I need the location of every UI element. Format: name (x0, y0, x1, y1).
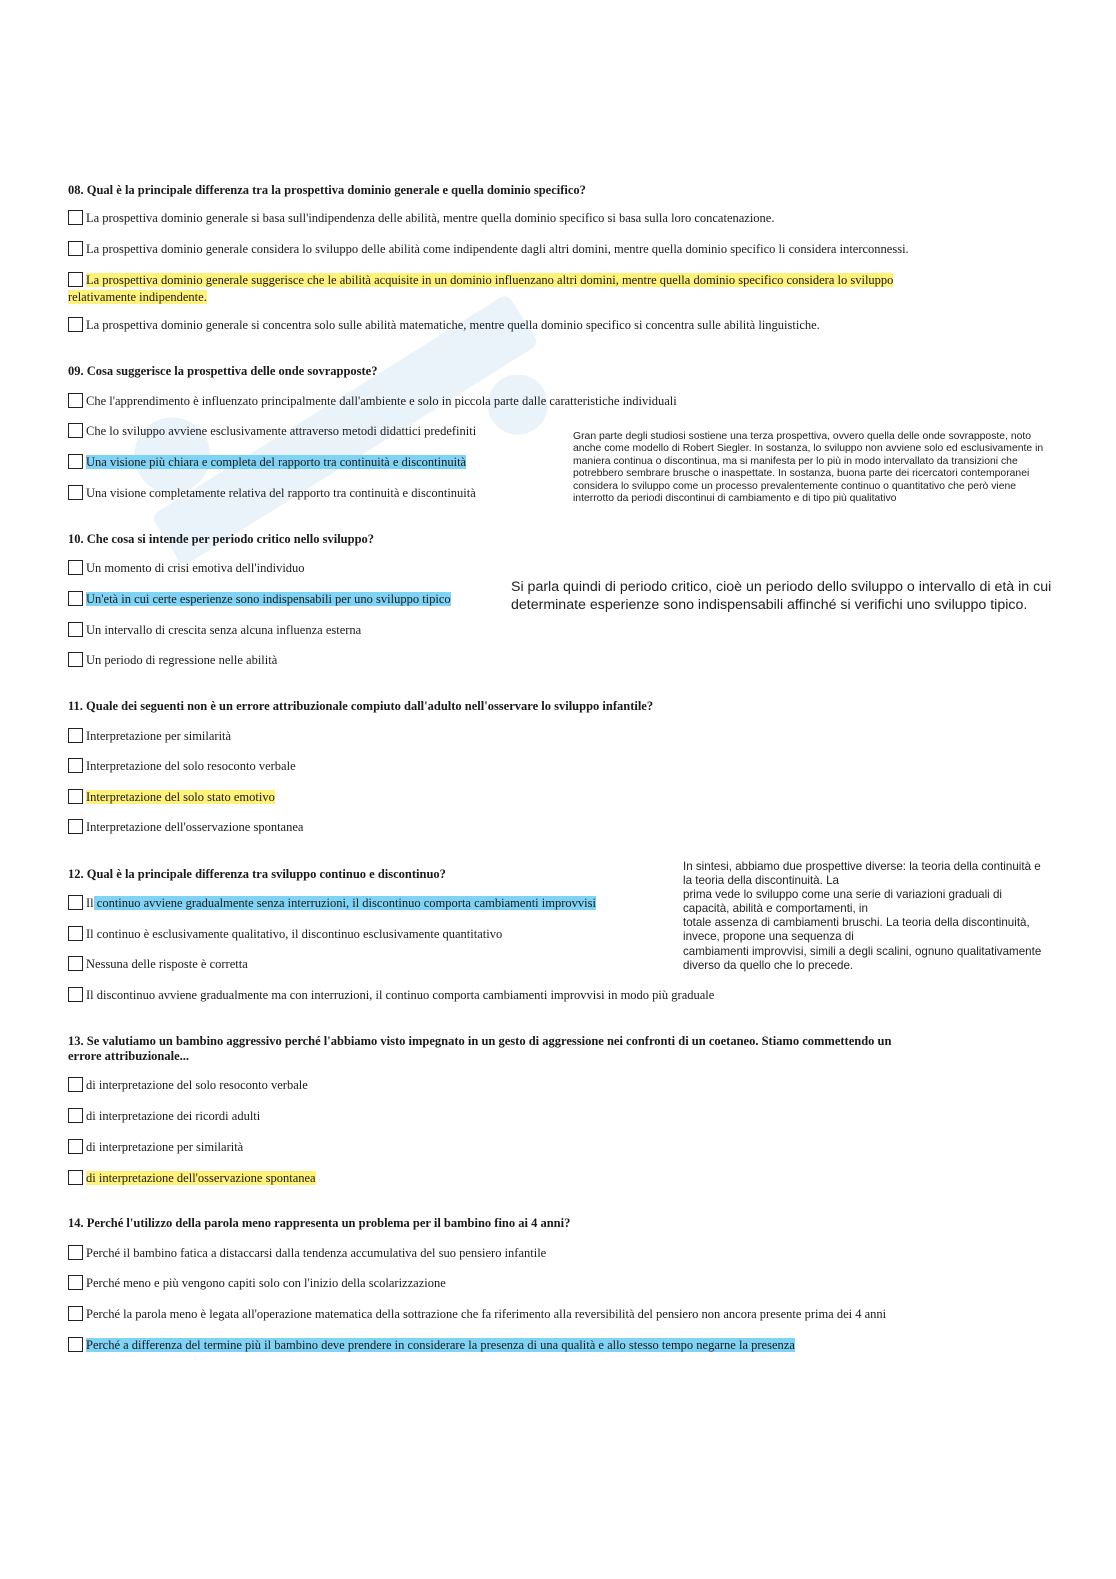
note-sintesi: In sintesi, abbiamo due prospettive diverse: la teoria della continuità e la teoria della discontinuità. La prima vede lo sviluppo come una serie di variazioni graduali di capacità, abilità e comportamenti, in totale assenza di cambiamenti bruschi. La teoria della discontinuità, invece, propone una sequenza di cambiamenti improvvisi, simili a degli scalini, ognuno qualitativamente diverso da quello che lo precede. (683, 860, 1042, 972)
question-12-option-2[interactable]: Il continuo è esclusivamente qualitativo, il discontinuo esclusivamente quantitativo (68, 926, 502, 943)
checkbox-icon[interactable] (68, 1306, 83, 1321)
question-09-heading: 09. Cosa suggerisce la prospettiva delle onde sovrapposte? (68, 364, 378, 378)
highlighted-answer: Interpretazione del solo stato emotivo (86, 790, 275, 804)
checkbox-icon[interactable] (68, 241, 83, 256)
checkbox-icon[interactable] (68, 1275, 83, 1290)
checkbox-icon[interactable] (68, 454, 83, 469)
checkbox-icon[interactable] (68, 1139, 83, 1154)
question-08-option-4[interactable]: La prospettiva dominio generale si concentra solo sulle abilità matematiche, mentre quella dominio specifico si concentra sulle abilità linguistiche. (68, 317, 820, 334)
question-12-option-4[interactable]: Il discontinuo avviene gradualmente ma con interruzioni, il continuo comporta cambiamenti improvvisi in modo più graduale (68, 987, 714, 1004)
checkbox-icon[interactable] (68, 393, 83, 408)
checkbox-icon[interactable] (68, 1108, 83, 1123)
question-11-option-2[interactable]: Interpretazione del solo resoconto verbale (68, 758, 296, 775)
question-08-option-1[interactable]: La prospettiva dominio generale si basa sull'indipendenza delle abilità, mentre quella dominio specifico si basa sulla loro concatenazione. (68, 210, 774, 227)
question-10-option-1[interactable]: Un momento di crisi emotiva dell'individuo (68, 560, 305, 577)
checkbox-icon[interactable] (68, 819, 83, 834)
question-13-heading-line2: errore attribuzionale... (68, 1049, 190, 1063)
question-11-option-3[interactable] (68, 789, 275, 806)
note-onde-sovrapposte: Gran parte degli studiosi sostiene una terza prospettiva, ovvero quella delle onde sovrapposte, noto anche come modello di Robert Siegler. In sostanza, lo sviluppo non avviene solo ed esclusivamente in maniera continua o discontinua, ma si manifesta per lo più in modo intervallato da transizioni che potrebbero sembrare brusche o inaspettate. In sostanza, buona parte dei ricercatori contemporanei considera lo sviluppo come un processo prevalentemente continuo o quantitativo che però viene interrotto da periodi discontinui di cambiamento e di tipo più qualitativo (573, 431, 1044, 505)
checkbox-icon[interactable] (68, 1170, 83, 1185)
checkbox-icon[interactable] (68, 895, 83, 910)
question-14-option-3[interactable]: Perché la parola meno è legata all'operazione matematica della sottrazione che fa riferimento alla reversibilità del pensiero non ancora presente prima dei 4 anni (68, 1306, 886, 1323)
checkbox-icon[interactable] (68, 317, 83, 332)
question-10-option-2[interactable] (68, 591, 451, 608)
question-10-option-4[interactable]: Un periodo di regressione nelle abilità (68, 652, 277, 669)
question-10-heading: 10. Che cosa si intende per periodo critico nello sviluppo? (68, 532, 375, 546)
question-13-option-3[interactable]: di interpretazione per similarità (68, 1139, 243, 1156)
question-09-option-2[interactable]: Che lo sviluppo avviene esclusivamente attraverso metodi didattici predefiniti (68, 423, 476, 440)
checkbox-icon[interactable] (68, 210, 83, 225)
checkbox-icon[interactable] (68, 622, 83, 637)
question-13-option-1[interactable]: di interpretazione del solo resoconto verbale (68, 1077, 308, 1094)
checkbox-icon[interactable] (68, 272, 83, 287)
question-09-option-4[interactable]: Una visione completamente relativa del rapporto tra continuità e discontinuità (68, 485, 476, 502)
question-12-option-3[interactable]: Nessuna delle risposte è corretta (68, 956, 248, 973)
highlighted-answer: Una visione più chiara e completa del rapporto tra continuità e discontinuità (86, 455, 467, 469)
question-11-option-4[interactable]: Interpretazione dell'osservazione spontanea (68, 819, 303, 836)
checkbox-icon[interactable] (68, 789, 83, 804)
question-12-heading: 12. Qual è la principale differenza tra sviluppo continuo e discontinuo? (68, 867, 446, 881)
question-14-option-4[interactable] (68, 1337, 795, 1354)
question-13-option-4[interactable] (68, 1170, 316, 1187)
highlighted-answer: Perché a differenza del termine più il bambino deve prendere in considerare la presenza di una qualità e allo stesso tempo negarne la presenza (86, 1338, 795, 1352)
highlighted-answer-part-1: continuo avviene gradualmente senza interruzioni, (93, 896, 353, 910)
question-08-option-3-continuation: relativamente indipendente. (68, 290, 207, 304)
checkbox-icon[interactable] (68, 560, 83, 575)
question-13-heading: 13. Se valutiamo un bambino aggressivo perché l'abbiamo visto impegnato in un gesto di aggressione nei confronti di un coetaneo. Stiamo commettendo un (68, 1034, 892, 1048)
question-08-heading: 08. Qual è la principale differenza tra la prospettiva dominio generale e quella dominio specifico? (68, 183, 586, 197)
question-09-option-1[interactable]: Che l'apprendimento è influenzato principalmente dall'ambiente e solo in piccola parte dalle caratteristiche individuali (68, 393, 677, 410)
question-14-heading: 14. Perché l'utilizzo della parola meno rappresenta un problema per il bambino fino ai 4 anni? (68, 1216, 571, 1230)
question-09-option-3[interactable] (68, 454, 466, 471)
checkbox-icon[interactable] (68, 1337, 83, 1352)
checkbox-icon[interactable] (68, 1077, 83, 1092)
checkbox-icon[interactable] (68, 758, 83, 773)
question-10-option-3[interactable]: Un intervallo di crescita senza alcuna influenza esterna (68, 622, 361, 639)
checkbox-icon[interactable] (68, 1245, 83, 1260)
checkbox-icon[interactable] (68, 423, 83, 438)
question-08-option-2[interactable]: La prospettiva dominio generale considera lo sviluppo delle abilità come indipendente dagli altri domini, mentre quella dominio specifico li considera interconnessi. (68, 241, 909, 258)
question-11-option-1[interactable]: Interpretazione per similarità (68, 728, 231, 745)
question-11-heading: 11. Quale dei seguenti non è un errore attribuzionale compiuto dall'adulto nell'osservare lo sviluppo infantile? (68, 699, 654, 713)
checkbox-icon[interactable] (68, 591, 83, 606)
highlighted-answer: La prospettiva dominio generale suggerisce che le abilità acquisite in un dominio influenzano altri domini, mentre quella dominio specifico considera lo sviluppo (86, 273, 894, 287)
question-12-option-1[interactable]: Il continuo avviene gradualmente senza interruzioni, il discontinuo comporta cambiamenti improvvisi (68, 895, 596, 912)
question-13-option-2[interactable]: di interpretazione dei ricordi adulti (68, 1108, 260, 1125)
highlighted-answer: di interpretazione dell'osservazione spontanea (86, 1171, 316, 1185)
checkbox-icon[interactable] (68, 728, 83, 743)
highlighted-answer: Un'età in cui certe esperienze sono indispensabili per uno sviluppo tipico (86, 592, 451, 606)
highlighted-answer-part-2: il discontinuo comporta cambiamenti improvvisi (352, 896, 596, 910)
checkbox-icon[interactable] (68, 987, 83, 1002)
checkbox-icon[interactable] (68, 926, 83, 941)
checkbox-icon[interactable] (68, 652, 83, 667)
question-08-option-3[interactable] (68, 272, 893, 289)
question-14-option-2[interactable]: Perché meno e più vengono capiti solo con l'inizio della scolarizzazione (68, 1275, 446, 1292)
note-periodo-critico: Si parla quindi di periodo critico, cioè un periodo dello sviluppo o intervallo di età in cui determinate esperienze sono indispensabili affinché si verifichi uno sviluppo tipico. (511, 579, 1052, 613)
checkbox-icon[interactable] (68, 956, 83, 971)
checkbox-icon[interactable] (68, 485, 83, 500)
question-14-option-1[interactable]: Perché il bambino fatica a distaccarsi dalla tendenza accumulativa del suo pensiero infantile (68, 1245, 546, 1262)
